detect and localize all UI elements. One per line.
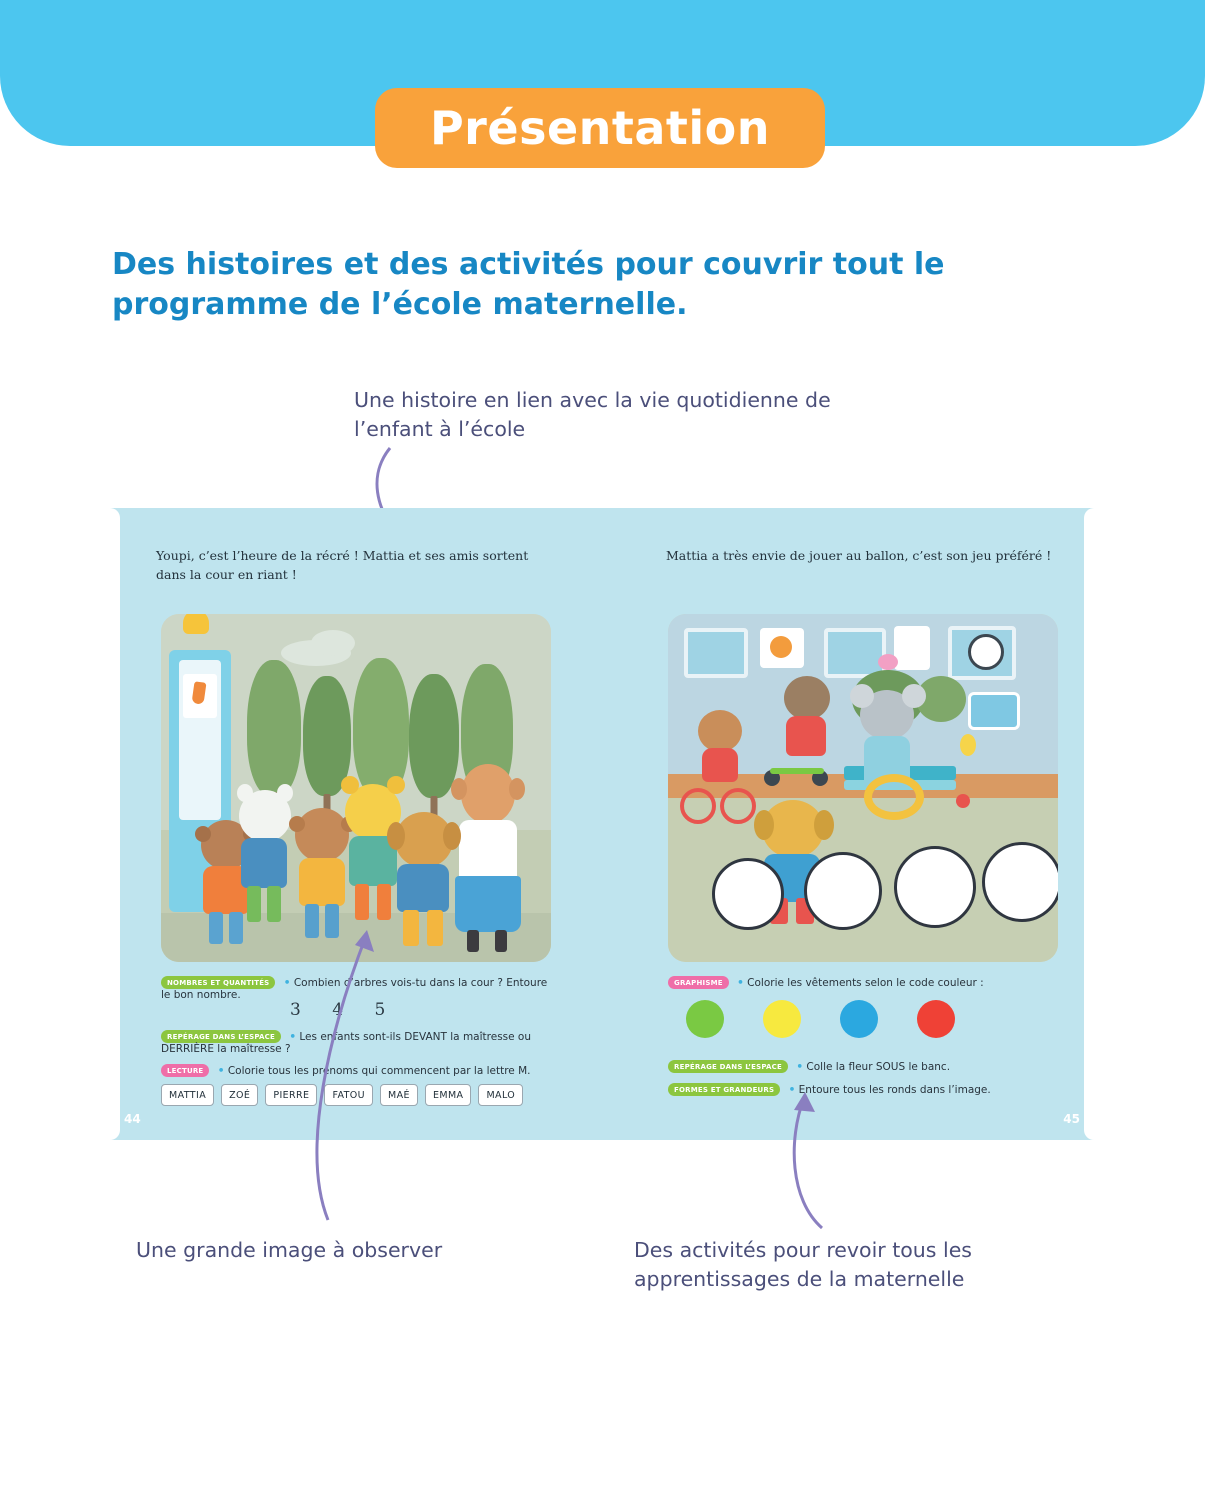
- round-shape[interactable]: [894, 846, 976, 928]
- exercise-text: • Combien d’arbres vois-tu dans la cour ? Entoure le bon nombre.: [161, 976, 548, 1001]
- color-code-swatches: [686, 1000, 955, 1038]
- color-swatch-blue[interactable]: [840, 1000, 878, 1038]
- callout-bottom-right-text: Des activités pour revoir tous les apprentissages de la maternelle: [634, 1238, 972, 1292]
- book-page-right: [602, 508, 1098, 1140]
- cloud-icon: [311, 630, 355, 656]
- flower-icon: [956, 794, 970, 808]
- exercise-tag: REPÉRAGE DANS L’ESPACE: [161, 1030, 281, 1043]
- hoop-icon: [864, 774, 924, 820]
- page-number-left: 44: [124, 1112, 141, 1126]
- exercise-text: • Entoure tous les ronds dans l’image.: [788, 1083, 991, 1096]
- callout-bottom-left-text: Une grande image à observer: [136, 1238, 443, 1262]
- character-mattia: [389, 812, 463, 962]
- illustration-schoolyard: [668, 614, 1058, 962]
- exercise-row: [668, 976, 1068, 989]
- round-shape[interactable]: [712, 858, 784, 930]
- page-title-pill: [375, 88, 825, 168]
- round-shape[interactable]: [804, 852, 882, 930]
- name-chip[interactable]: MATTIA: [161, 1084, 214, 1106]
- page-number-right: 45: [1063, 1112, 1080, 1126]
- bicycle-icon: [680, 782, 752, 818]
- picture-frame-icon: [760, 628, 804, 668]
- exercise-tag: LECTURE: [161, 1064, 209, 1077]
- aquarium-icon: [968, 692, 1020, 730]
- bird-icon: [960, 734, 976, 756]
- exercise-tag: NOMBRES ET QUANTITÉS: [161, 976, 275, 989]
- scooter-icon: [764, 756, 830, 786]
- exercise-numbers[interactable]: 3 4 5: [290, 1000, 399, 1020]
- callout-bottom-left-arrow-icon: [270, 900, 400, 1230]
- exercise-tag: REPÉRAGE DANS L’ESPACE: [668, 1060, 788, 1073]
- exercise-row: [668, 1060, 1068, 1073]
- exercise-tag: GRAPHISME: [668, 976, 729, 989]
- headline: Des histoires et des activités pour couvrir tout le programme de l’école maternelle.: [112, 247, 945, 322]
- story-text-left: Youpi, c’est l’heure de la récré ! Mattia et ses amis sortent dans la cour en riant !: [156, 548, 529, 583]
- name-chip[interactable]: MAÉ: [380, 1084, 418, 1106]
- name-chip[interactable]: FATOU: [324, 1084, 373, 1106]
- bell-icon: [183, 614, 209, 634]
- exercise-tag: FORMES ET GRANDEURS: [668, 1083, 780, 1096]
- callout-top-text: Une histoire en lien avec la vie quotidienne de l’enfant à l’école: [354, 388, 831, 442]
- callout-bottom-right-arrow-icon: [760, 1080, 890, 1230]
- book-spread: [106, 508, 1098, 1140]
- window-icon: [684, 628, 748, 678]
- exercise-text: • Les enfants sont-ils DEVANT la maîtresse ou DERRIÈRE la maîtresse ?: [161, 1030, 532, 1055]
- name-chip[interactable]: EMMA: [425, 1084, 472, 1106]
- butterfly-icon: [878, 654, 898, 670]
- color-swatch-green[interactable]: [686, 1000, 724, 1038]
- name-chip[interactable]: PIERRE: [265, 1084, 317, 1106]
- color-swatch-yellow[interactable]: [763, 1000, 801, 1038]
- exercise-text: • Colorie tous les prénoms qui commencent par la lettre M.: [217, 1064, 531, 1077]
- page-title: Présentation: [429, 101, 771, 155]
- picture-frame-icon: [894, 626, 930, 670]
- name-chip[interactable]: ZOÉ: [221, 1084, 258, 1106]
- story-text-right: Mattia a très envie de jouer au ballon, c’est son jeu préféré !: [666, 548, 1052, 563]
- clock-icon: [968, 634, 1004, 670]
- exercise-text: • Colle la fleur SOUS le banc.: [796, 1060, 951, 1073]
- round-shape[interactable]: [982, 842, 1058, 922]
- name-chip[interactable]: MALO: [478, 1084, 523, 1106]
- color-swatch-red[interactable]: [917, 1000, 955, 1038]
- exercise-text: • Colorie les vêtements selon le code couleur :: [737, 976, 984, 989]
